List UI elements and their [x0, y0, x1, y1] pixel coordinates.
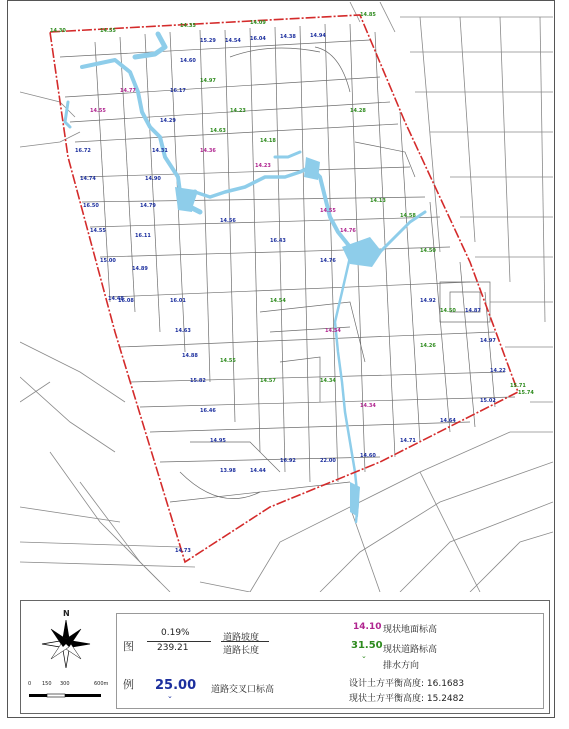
map-canvas[interactable] — [20, 2, 553, 592]
blue-elevation-marker: 16.72 — [75, 148, 91, 154]
green-elevation-marker: 14.50 — [440, 308, 456, 314]
blue-elevation-marker: 14.60 — [360, 453, 376, 459]
blue-elevation-marker: 14.95 — [210, 438, 226, 444]
magenta-elevation-marker: 14.55 — [320, 208, 336, 214]
blue-elevation-marker: 16.50 — [83, 203, 99, 209]
green-elevation-marker: 14.18 — [260, 138, 276, 144]
ground-elevation-label: 现状地面标高 — [383, 625, 438, 635]
scale-tick-600: 600m — [94, 681, 109, 687]
green-elevation-marker: 14.97 — [200, 78, 216, 84]
magenta-elevation-marker: 14.54 — [325, 328, 341, 334]
blue-elevation-marker: 22.00 — [320, 458, 336, 464]
legend-header-li: 例 — [123, 678, 134, 691]
intersection-label: 道路交叉口标高 — [211, 685, 275, 695]
planning-boundary — [50, 15, 518, 562]
blue-elevation-marker: 14.44 — [250, 468, 266, 474]
legend-content — [116, 613, 544, 709]
blue-elevation-marker: 14.63 — [175, 328, 191, 334]
blue-elevation-marker: 16.01 — [170, 298, 186, 304]
blue-elevation-marker: 14.92 — [420, 298, 436, 304]
blue-elevation-marker: 14.29 — [160, 118, 176, 124]
blue-elevation-marker: 14.55 — [90, 228, 106, 234]
blue-elevation-marker: 14.89 — [132, 266, 148, 272]
green-elevation-marker: 14.26 — [420, 343, 436, 349]
blue-elevation-marker: 14.31 — [152, 148, 168, 154]
green-elevation-marker: 14.35 — [180, 23, 196, 29]
north-letter: N — [63, 609, 70, 618]
length-label: 道路长度 — [223, 646, 260, 656]
blue-elevation-marker: 14.76 — [320, 258, 336, 264]
blue-elevation-marker: 14.60 — [180, 58, 196, 64]
magenta-elevation-marker: 14.77 — [120, 88, 136, 94]
legend-panel — [20, 600, 550, 714]
blue-elevation-marker: 16.04 — [250, 36, 266, 42]
blue-elevation-marker: 16.92 — [280, 458, 296, 464]
green-elevation-marker: 14.23 — [230, 108, 246, 114]
green-elevation-marker: 15.74 — [518, 390, 534, 396]
road-elevation-label: 现状道路标高 — [383, 645, 438, 655]
magenta-elevation-marker: 14.23 — [255, 163, 271, 169]
scale-tick-150: 150 — [42, 681, 52, 687]
blue-elevation-marker: 14.48 — [108, 296, 124, 302]
blue-elevation-marker: 14.87 — [465, 308, 481, 314]
length-example: 239.21 — [157, 643, 189, 653]
blue-elevation-marker: 15.02 — [480, 398, 496, 404]
magenta-elevation-marker: 14.55 — [90, 108, 106, 114]
green-elevation-marker: 14.58 — [400, 213, 416, 219]
blue-elevation-marker: 14.79 — [140, 203, 156, 209]
magenta-elevation-marker: 14.34 — [360, 403, 376, 409]
design-earthwork-balance: 设计土方平衡高度: 16.1683 — [349, 679, 465, 689]
blue-elevation-marker: 14.74 — [80, 176, 96, 182]
north-arrow-panel — [26, 606, 108, 706]
green-elevation-marker: 14.54 — [270, 298, 286, 304]
green-elevation-marker: 14.30 — [50, 28, 66, 34]
blue-elevation-marker: 14.56 — [220, 218, 236, 224]
green-elevation-marker: 14.50 — [420, 248, 436, 254]
blue-elevation-marker: 16.43 — [270, 238, 286, 244]
blue-elevation-marker: 16.46 — [200, 408, 216, 414]
blue-elevation-marker: 13.98 — [220, 468, 236, 474]
legend-header-tu: 图 — [123, 640, 134, 653]
blue-elevation-marker: 15.00 — [100, 258, 116, 264]
blue-elevation-marker: 14.90 — [145, 176, 161, 182]
intersection-example: 25.00 — [155, 678, 197, 693]
blue-elevation-marker: 14.97 — [480, 338, 496, 344]
blue-elevation-marker: 16.11 — [135, 233, 151, 239]
green-elevation-marker: 14.85 — [360, 12, 376, 18]
green-elevation-marker: 14.09 — [250, 20, 266, 26]
outer-road-network — [20, 2, 553, 592]
intersection-chevron-icon: ⌄ — [167, 692, 173, 700]
green-elevation-marker: 14.57 — [260, 378, 276, 384]
magenta-elevation-marker: 14.76 — [340, 228, 356, 234]
blue-elevation-marker: 14.22 — [490, 368, 506, 374]
blue-elevation-marker: 14.94 — [310, 33, 326, 39]
green-elevation-marker: 15.71 — [510, 383, 526, 389]
road-elevation-example: 31.50 — [351, 640, 383, 651]
blue-elevation-marker: 15.82 — [190, 378, 206, 384]
green-elevation-marker: 14.55 — [220, 358, 236, 364]
slope-example: 0.19% — [161, 628, 190, 638]
blue-elevation-marker: 14.73 — [175, 548, 191, 554]
blue-elevation-marker: 14.88 — [182, 353, 198, 359]
drain-chevron-icon: ⌄ — [361, 652, 367, 660]
blue-elevation-marker: 14.54 — [225, 38, 241, 44]
blue-elevation-marker: 16.17 — [170, 88, 186, 94]
current-earthwork-balance: 现状土方平衡高度: 15.2482 — [349, 694, 465, 704]
green-elevation-marker: 14.13 — [370, 198, 386, 204]
green-elevation-marker: 14.28 — [350, 108, 366, 114]
scale-tick-300: 300 — [60, 681, 70, 687]
slope-label: 道路坡度 — [223, 633, 260, 643]
green-elevation-marker: 14.55 — [100, 28, 116, 34]
blue-elevation-marker: 14.64 — [440, 418, 456, 424]
magenta-elevation-marker: 14.36 — [200, 148, 216, 154]
ground-elevation-example: 14.10 — [353, 622, 382, 632]
scale-bar — [26, 690, 108, 704]
drainage-direction-label: 排水方向 — [383, 661, 420, 671]
label-divider — [221, 641, 269, 642]
scale-tick-0: 0 — [28, 681, 32, 687]
water-bodies — [175, 157, 382, 517]
slope-divider — [147, 641, 211, 642]
inner-street-grid — [60, 24, 515, 502]
blue-elevation-marker: 14.38 — [280, 34, 296, 40]
blue-elevation-marker: 14.71 — [400, 438, 416, 444]
green-elevation-marker: 14.34 — [320, 378, 336, 384]
green-elevation-marker: 14.63 — [210, 128, 226, 134]
blue-elevation-marker: 16.08 — [118, 298, 134, 304]
blue-elevation-marker: 15.29 — [200, 38, 216, 44]
